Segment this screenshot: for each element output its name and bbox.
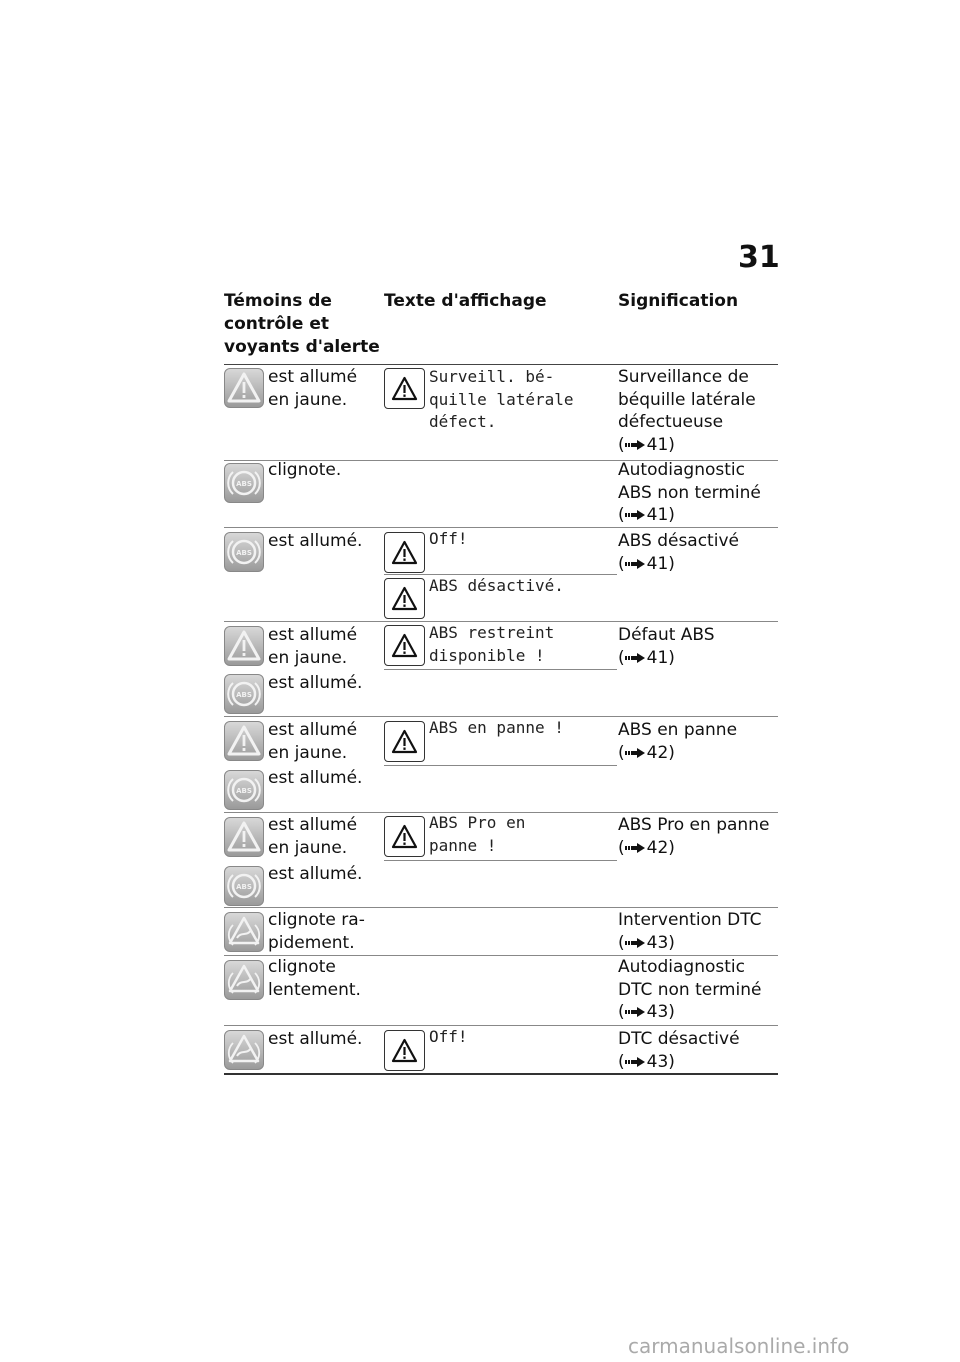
- display-text: [429, 575, 564, 598]
- row-divider: [384, 669, 617, 670]
- meaning-line: ABS désactivé: [618, 531, 739, 551]
- reference-arrow-icon: [625, 1051, 647, 1074]
- meaning-text: [618, 530, 739, 575]
- meaning-text: [618, 909, 762, 954]
- status-line: est allumé: [268, 720, 358, 740]
- display-line: Off!: [429, 1027, 468, 1046]
- dtc-icon: [224, 1030, 264, 1070]
- display-line: quille latérale: [429, 389, 574, 409]
- dtc-icon: [224, 960, 264, 1000]
- display-warning-icon: [384, 1030, 425, 1071]
- display-line: disponible !: [429, 645, 545, 665]
- display-text: [429, 528, 468, 551]
- ref-open: (: [618, 932, 625, 953]
- status-line: est allumé: [268, 625, 358, 645]
- page-number: 31: [738, 240, 780, 275]
- status-line: est allumé: [268, 367, 358, 387]
- meaning-line: Autodiagnostic: [618, 957, 745, 977]
- meaning-text: [618, 366, 756, 456]
- reference-arrow-icon: [625, 932, 647, 955]
- page-reference[interactable]: [618, 504, 761, 527]
- row-divider: [384, 860, 617, 861]
- meaning-text: [618, 956, 761, 1024]
- status-line: est allumé.: [268, 768, 363, 788]
- row-status: [268, 624, 357, 669]
- status-line: pidement.: [268, 932, 355, 953]
- meaning-line: Défaut ABS: [618, 625, 715, 645]
- reference-arrow-icon: [625, 1001, 647, 1024]
- header-indicators: [224, 290, 380, 359]
- status-line: lentement.: [268, 979, 361, 1000]
- row-status: [268, 1028, 362, 1051]
- page-reference[interactable]: [618, 837, 769, 860]
- meaning-text: [618, 814, 769, 859]
- ref-open: (: [618, 837, 625, 858]
- reference-arrow-icon: [625, 434, 647, 457]
- status-line: en jaune.: [268, 742, 348, 763]
- page-reference[interactable]: [618, 742, 737, 765]
- meaning-line: béquille latérale: [618, 389, 756, 410]
- row-status: [268, 672, 362, 695]
- ref-page: 42): [646, 837, 675, 858]
- header-meaning: Signification: [618, 291, 739, 311]
- row-status: [268, 459, 341, 482]
- ref-open: (: [618, 434, 625, 455]
- display-warning-icon: [384, 816, 425, 857]
- display-text: [429, 717, 564, 740]
- row-status: [268, 909, 365, 954]
- ref-open: (: [618, 1051, 625, 1072]
- display-line: ABS en panne !: [429, 718, 564, 737]
- display-text: [429, 812, 525, 857]
- warning-triangle-icon: [224, 368, 264, 408]
- display-line: ABS restreint: [429, 623, 555, 642]
- dtc-icon: [224, 912, 264, 952]
- ref-open: (: [618, 1002, 625, 1022]
- row-divider: [224, 907, 778, 908]
- status-line: est allumé.: [268, 531, 363, 551]
- row-status: [268, 814, 357, 859]
- ref-page: 41): [646, 553, 675, 574]
- ref-page: 41): [646, 647, 675, 668]
- header-indicators-line1: Témoins de: [224, 291, 332, 311]
- ref-page: 41): [646, 434, 675, 455]
- row-status: [268, 767, 362, 790]
- header-indicators-line3: voyants d'alerte: [224, 337, 380, 357]
- status-line: est allumé: [268, 815, 358, 835]
- header-display-text: Texte d'affichage: [384, 291, 547, 311]
- meaning-line: DTC désactivé: [618, 1029, 740, 1049]
- ref-page: 41): [646, 505, 675, 525]
- row-status: [268, 530, 362, 553]
- ref-open: (: [618, 553, 625, 574]
- meaning-line: Surveillance de: [618, 367, 749, 387]
- meaning-line: DTC non terminé: [618, 979, 762, 1000]
- status-line: est allumé.: [268, 864, 363, 884]
- display-warning-icon: [384, 721, 425, 762]
- page-reference[interactable]: [618, 1051, 740, 1074]
- status-line: en jaune.: [268, 389, 348, 410]
- ref-open: (: [618, 505, 625, 525]
- display-line: Surveill. bé-: [429, 367, 555, 386]
- status-line: en jaune.: [268, 837, 348, 858]
- warning-triangle-icon: [224, 817, 264, 857]
- ref-open: (: [618, 742, 625, 763]
- meaning-text: [618, 719, 737, 764]
- ref-page: 43): [646, 1051, 675, 1072]
- meaning-line: Intervention DTC: [618, 910, 762, 930]
- abs-icon: [224, 463, 264, 503]
- abs-icon: [224, 770, 264, 810]
- header-divider: [224, 364, 778, 365]
- watermark: carmanualsonline.info: [628, 1334, 850, 1358]
- display-warning-icon: [384, 368, 425, 409]
- row-divider: [224, 527, 778, 528]
- meaning-line: ABS Pro en panne: [618, 815, 770, 835]
- display-text: [429, 622, 554, 667]
- display-line: ABS Pro en: [429, 813, 526, 832]
- ref-page: 43): [646, 1002, 675, 1022]
- meaning-line: ABS non terminé: [618, 482, 761, 503]
- page-reference[interactable]: [618, 1001, 761, 1024]
- table-end-divider: [224, 1073, 778, 1075]
- abs-icon: [224, 866, 264, 906]
- page-reference[interactable]: [618, 647, 715, 670]
- header-indicators-line2: contrôle et: [224, 314, 329, 334]
- meaning-text: [618, 624, 715, 669]
- row-status: [268, 366, 357, 411]
- status-line: clignote.: [268, 460, 342, 480]
- abs-icon: [224, 674, 264, 714]
- display-text: [429, 366, 574, 434]
- ref-page: 43): [646, 932, 675, 953]
- reference-arrow-icon: [625, 837, 647, 860]
- status-line: clignote ra-: [268, 910, 365, 930]
- page-reference[interactable]: [618, 553, 739, 576]
- meaning-text: [618, 1028, 740, 1073]
- status-line: clignote: [268, 957, 336, 977]
- warning-triangle-icon: [224, 721, 264, 761]
- reference-arrow-icon: [625, 504, 647, 527]
- row-divider: [384, 765, 617, 766]
- reference-arrow-icon: [625, 647, 647, 670]
- display-line: Off!: [429, 529, 468, 548]
- meaning-text: [618, 459, 761, 527]
- row-status: [268, 719, 357, 764]
- row-divider: [224, 1025, 778, 1026]
- meaning-line: ABS en panne: [618, 720, 738, 740]
- page-reference[interactable]: [618, 932, 762, 955]
- ref-page: 42): [646, 742, 675, 763]
- display-line: ABS désactivé.: [429, 576, 564, 595]
- meaning-line: défectueuse: [618, 412, 724, 432]
- display-warning-icon: [384, 578, 425, 619]
- display-text: [429, 1026, 468, 1049]
- reference-arrow-icon: [625, 553, 647, 576]
- display-warning-icon: [384, 532, 425, 573]
- status-line: est allumé.: [268, 1029, 363, 1049]
- reference-arrow-icon: [625, 742, 647, 765]
- display-line: défect.: [429, 412, 497, 431]
- page-reference[interactable]: [618, 434, 756, 457]
- meaning-line: Autodiagnostic: [618, 460, 745, 480]
- display-line: panne !: [429, 835, 497, 855]
- display-warning-icon: [384, 625, 425, 666]
- row-status: [268, 863, 362, 886]
- warning-triangle-icon: [224, 626, 264, 666]
- row-status: [268, 956, 361, 1001]
- abs-icon: [224, 532, 264, 572]
- status-line: est allumé.: [268, 673, 363, 693]
- ref-open: (: [618, 647, 625, 668]
- status-line: en jaune.: [268, 647, 348, 668]
